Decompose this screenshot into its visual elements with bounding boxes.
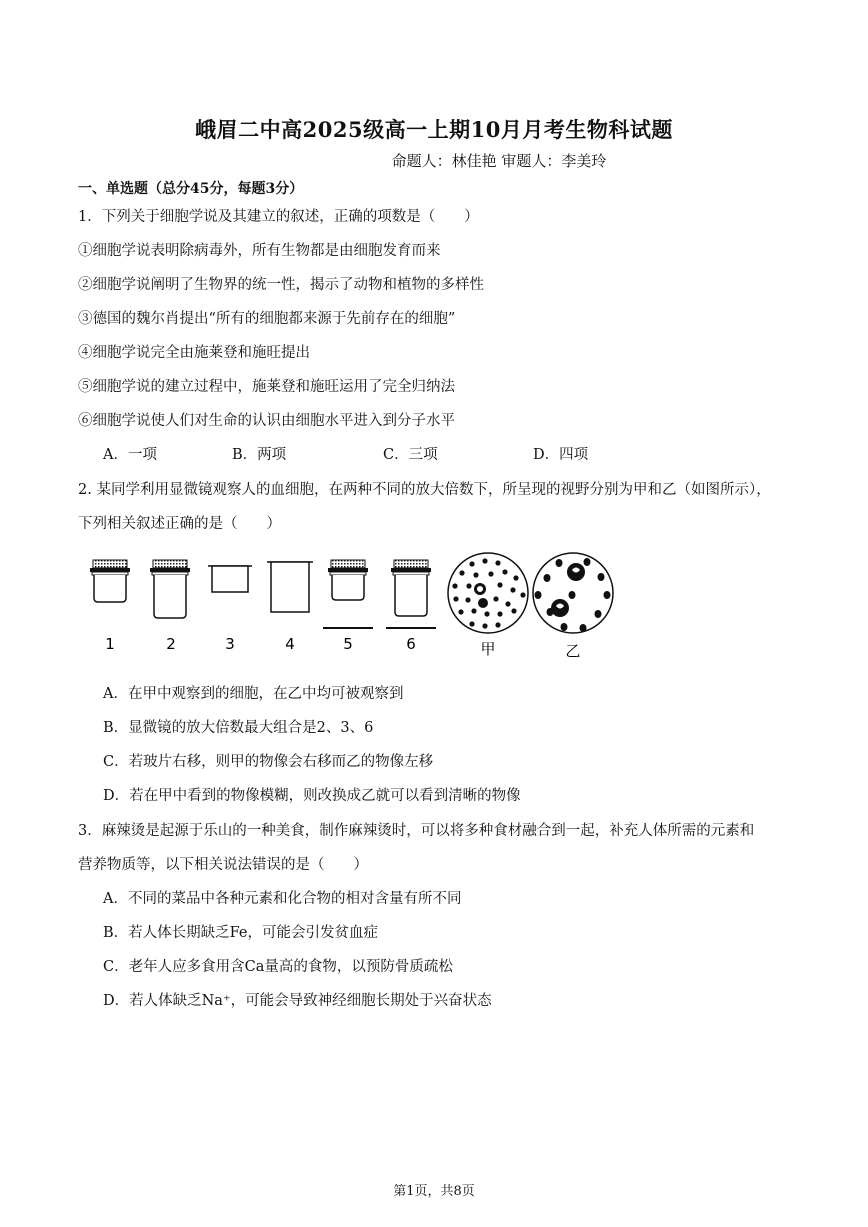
figure-label-2: 2	[166, 635, 176, 653]
q2-stem-line2: 下列相关叙述正确的是（ ）	[78, 516, 281, 532]
page-footer: 第1页，共8页	[393, 1184, 475, 1199]
q1-option-c: C．三项	[383, 447, 438, 463]
figure-label-4: 4	[285, 635, 295, 653]
eyepiece-4	[267, 562, 313, 612]
microscope-figure	[80, 548, 640, 668]
field-of-view-yi	[533, 553, 613, 633]
q3-stem-line2: 营养物质等，以下相关说法错误的是（ ）	[78, 857, 368, 873]
exam-title: 峨眉二中高2025级高一上期10月月考生物科试题	[195, 117, 673, 142]
q1-item-4: ④细胞学说完全由施莱登和施旺提出	[78, 345, 310, 361]
section-heading: 一、单选题（总分45分，每题3分）	[78, 181, 304, 197]
q3-stem-line1: 3．麻辣烫是起源于乐山的一种美食，制作麻辣烫时，可以将多种食材融合到一起，补充人体所需的元素和	[78, 823, 755, 839]
figure-label-5: 5	[343, 635, 353, 653]
q1-option-a: A．一项	[103, 447, 157, 463]
q3-option-a: A．不同的菜品中各种元素和化合物的相对含量有所不同	[103, 891, 462, 907]
q1-stem: 1．下列关于细胞学说及其建立的叙述，正确的项数是（ ）	[78, 209, 479, 225]
q2-option-d: D．若在甲中看到的物像模糊，则改换成乙就可以看到清晰的物像	[103, 788, 521, 804]
field-of-view-jia	[448, 553, 528, 633]
figure-label-jia: 甲	[480, 640, 496, 658]
figure-label-6: 6	[406, 635, 416, 653]
objective-lens-1	[90, 560, 130, 602]
q1-item-2: ②细胞学说阐明了生物界的统一性，揭示了动物和植物的多样性	[78, 277, 484, 293]
q1-option-d: D．四项	[533, 447, 589, 463]
objective-lens-6	[386, 560, 436, 628]
q1-item-6: ⑥细胞学说使人们对生命的认识由细胞水平进入到分子水平	[78, 413, 455, 429]
author-line: 命题人：林佳艳 审题人：李美玲	[391, 152, 607, 170]
eyepiece-3	[208, 566, 252, 592]
q1-item-1: ①细胞学说表明除病毒外，所有生物都是由细胞发育而来	[78, 243, 441, 259]
q2-option-b: B．显微镜的放大倍数最大组合是2、3、6	[103, 720, 374, 736]
q1-item-5: ⑤细胞学说的建立过程中，施莱登和施旺运用了完全归纳法	[78, 379, 455, 395]
q2-stem-line1: 2. 某同学利用显微镜观察人的血细胞，在两种不同的放大倍数下，所呈现的视野分别为甲和乙（如图所示），	[78, 482, 771, 498]
q3-option-b: B．若人体长期缺乏Fe，可能会引发贫血症	[103, 925, 379, 941]
q3-option-c: C．老年人应多食用含Ca量高的食物，以预防骨质疏松	[103, 959, 453, 975]
objective-lens-2	[150, 560, 190, 618]
objective-lens-5	[323, 560, 373, 628]
q3-option-d: D．若人体缺乏Na⁺，可能会导致神经细胞长期处于兴奋状态	[103, 993, 492, 1009]
q1-item-3: ③德国的魏尔肖提出“所有的细胞都来源于先前存在的细胞”	[78, 311, 456, 327]
figure-label-3: 3	[225, 635, 235, 653]
figure-label-yi: 乙	[565, 642, 581, 660]
q1-option-b: B．两项	[232, 447, 287, 463]
figure-label-1: 1	[105, 635, 115, 653]
q2-option-c: C．若玻片右移，则甲的物像会右移而乙的物像左移	[103, 754, 434, 770]
q2-option-a: A．在甲中观察到的细胞，在乙中均可被观察到	[103, 686, 404, 702]
